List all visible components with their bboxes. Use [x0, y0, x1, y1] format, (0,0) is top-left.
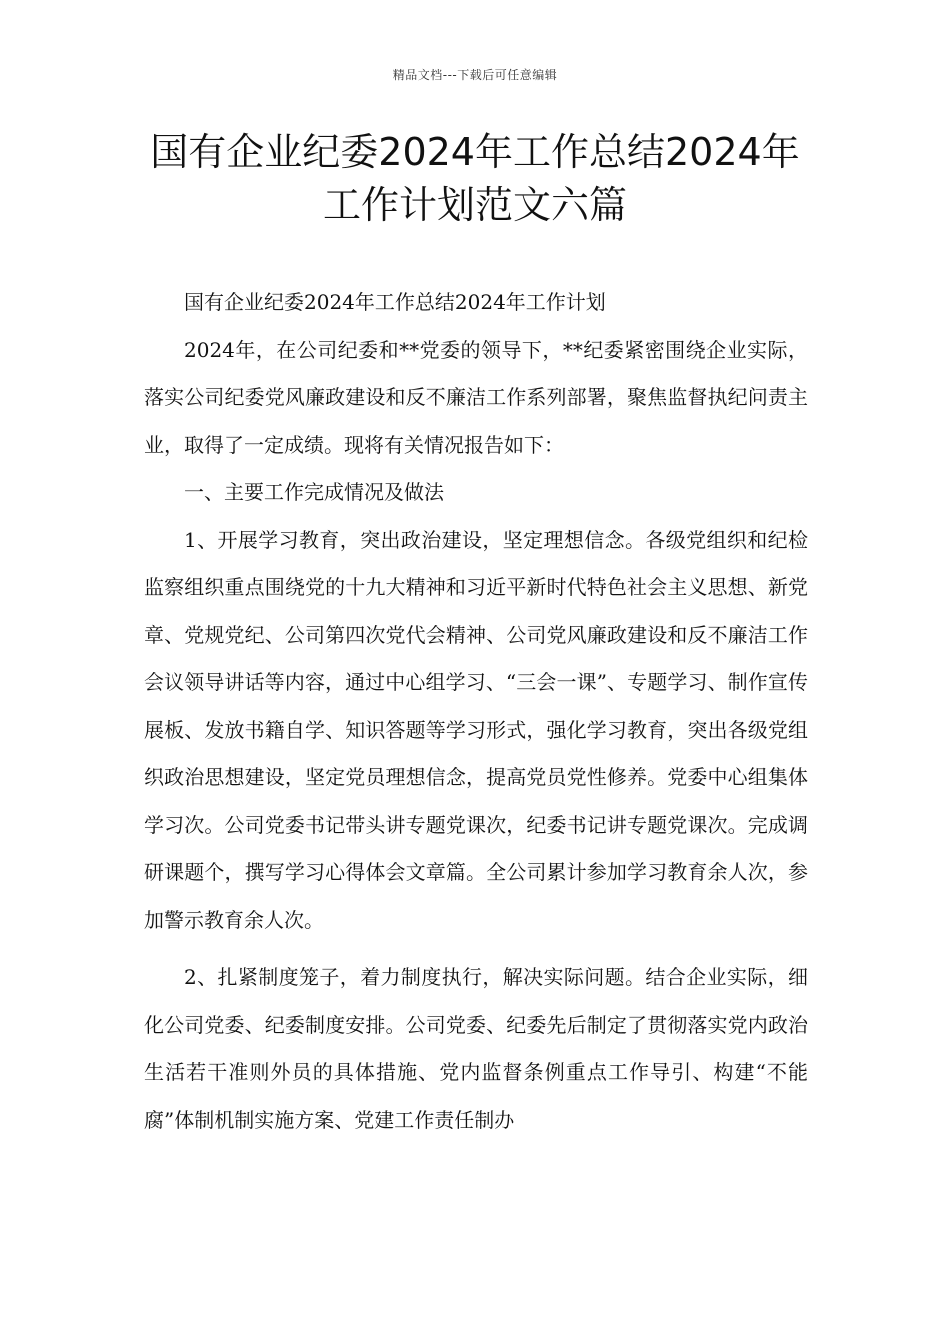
document-title — [120, 126, 830, 232]
title-line-1: 国有企业纪委2024年工作总结2024年 — [150, 130, 800, 174]
item-1-paragraph: 1、开展学习教育，突出政治建设，坚定理想信念。各级党组织和纪检监察组织重点围绕党的十九大精神和习近平新时代特色社会主义思想、新党章、党规党纪、公司第四次党代会精神、公司党风廉政建设和反不廉洁工作会议领导讲话等内容，通过中心组学习、“三会一课”、专题学习、制作宣传展板、发放书籍自学、知识答题等学习形式，强化学习教育，突出各级党组织政治思想建设，坚定党员理想信念，提高党员党性修养。党委中心组集体学习次。公司党委书记带头讲专题党课次，纪委书记讲专题党课次。完成调研课题个，撰写学习心得体会文章篇。全公司累计参加学习教育余人次，参加警示教育余人次。 — [144, 527, 808, 932]
document-body — [144, 279, 808, 1144]
subtitle-paragraph: 国有企业纪委2024年工作总结2024年工作计划 — [184, 290, 606, 314]
title-line-2: 工作计划范文六篇 — [322, 183, 627, 227]
header-note: 精品文档---下载后可任意编辑 — [392, 68, 558, 82]
section-heading: 一、主要工作完成情况及做法 — [184, 480, 444, 504]
item-2-paragraph: 2、扎紧制度笼子，着力制度执行，解决实际问题。结合企业实际，细化公司党委、纪委制度安排。公司党委、纪委先后制定了贯彻落实党内政治生活若干准则外员的具体措施、党内监督条例重点工作导引、构建“不能腐”体制机制实施方案、党建工作责任制办 — [144, 965, 808, 1132]
intro-paragraph: 2024年，在公司纪委和**党委的领导下，**纪委紧密围绕企业实际，落实公司纪委党风廉政建设和反不廉洁工作系列部署，聚焦监督执纪问责主业，取得了一定成绩。现将有关情况报告如下： — [144, 337, 808, 457]
